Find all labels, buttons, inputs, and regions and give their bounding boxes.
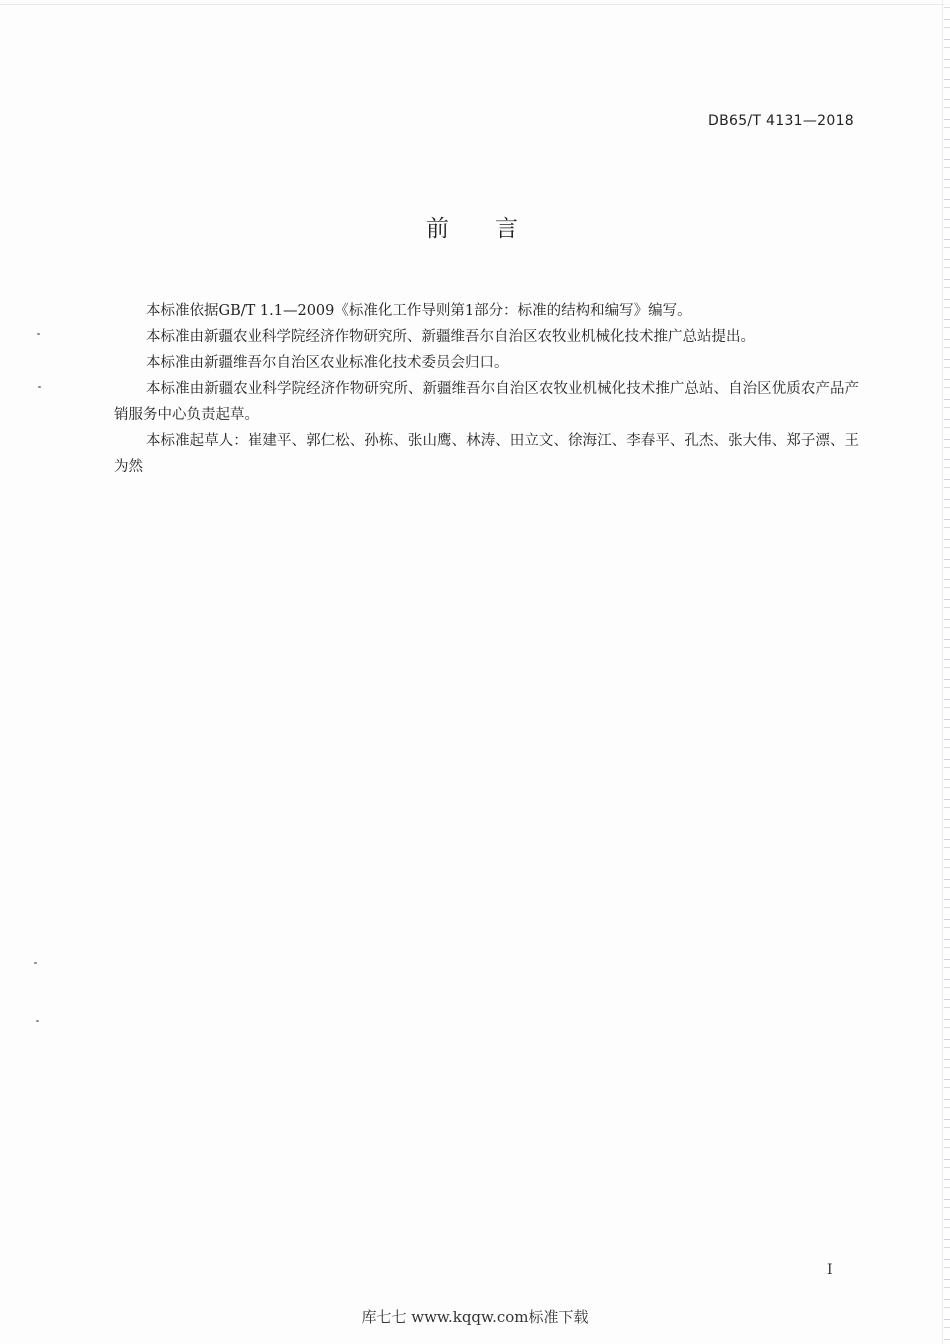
paragraph-drafting-units: 本标准由新疆农业科学院经济作物研究所、新疆维吾尔自治区农牧业机械化技术推广总站、自治区优质农产品产销服务中心负责起草。: [114, 381, 859, 423]
section-title: 前言: [426, 216, 564, 242]
standard-code: DB65/T 4131—2018: [708, 113, 854, 129]
scan-edge-line: [942, 0, 943, 1344]
footer-watermark: 库七七 www.kqqw.com标准下载: [361, 1308, 589, 1326]
paragraph-drafters: 本标准起草人：崔建平、郭仁松、孙栋、张山鹰、林涛、田立文、徐海江、李春平、孔杰、张大伟、郑子漂、王为然: [114, 433, 859, 475]
scan-edge-noise: [944, 0, 950, 1344]
scan-speck: [34, 962, 37, 964]
page-number: I: [827, 1262, 833, 1278]
scan-speck: [38, 386, 41, 388]
foreword-body: [114, 298, 859, 480]
scan-top-border: [0, 4, 950, 5]
scan-speck: [36, 1020, 39, 1022]
paragraph-centralized: 本标准由新疆维吾尔自治区农业标准化技术委员会归口。: [146, 355, 509, 371]
paragraph-basis: 本标准依据GB/T 1.1—2009《标准化工作导则第1部分：标准的结构和编写》编写。: [146, 303, 692, 319]
paragraph-proposer: 本标准由新疆农业科学院经济作物研究所、新疆维吾尔自治区农牧业机械化技术推广总站提出。: [146, 329, 755, 345]
scan-speck: [37, 333, 40, 335]
